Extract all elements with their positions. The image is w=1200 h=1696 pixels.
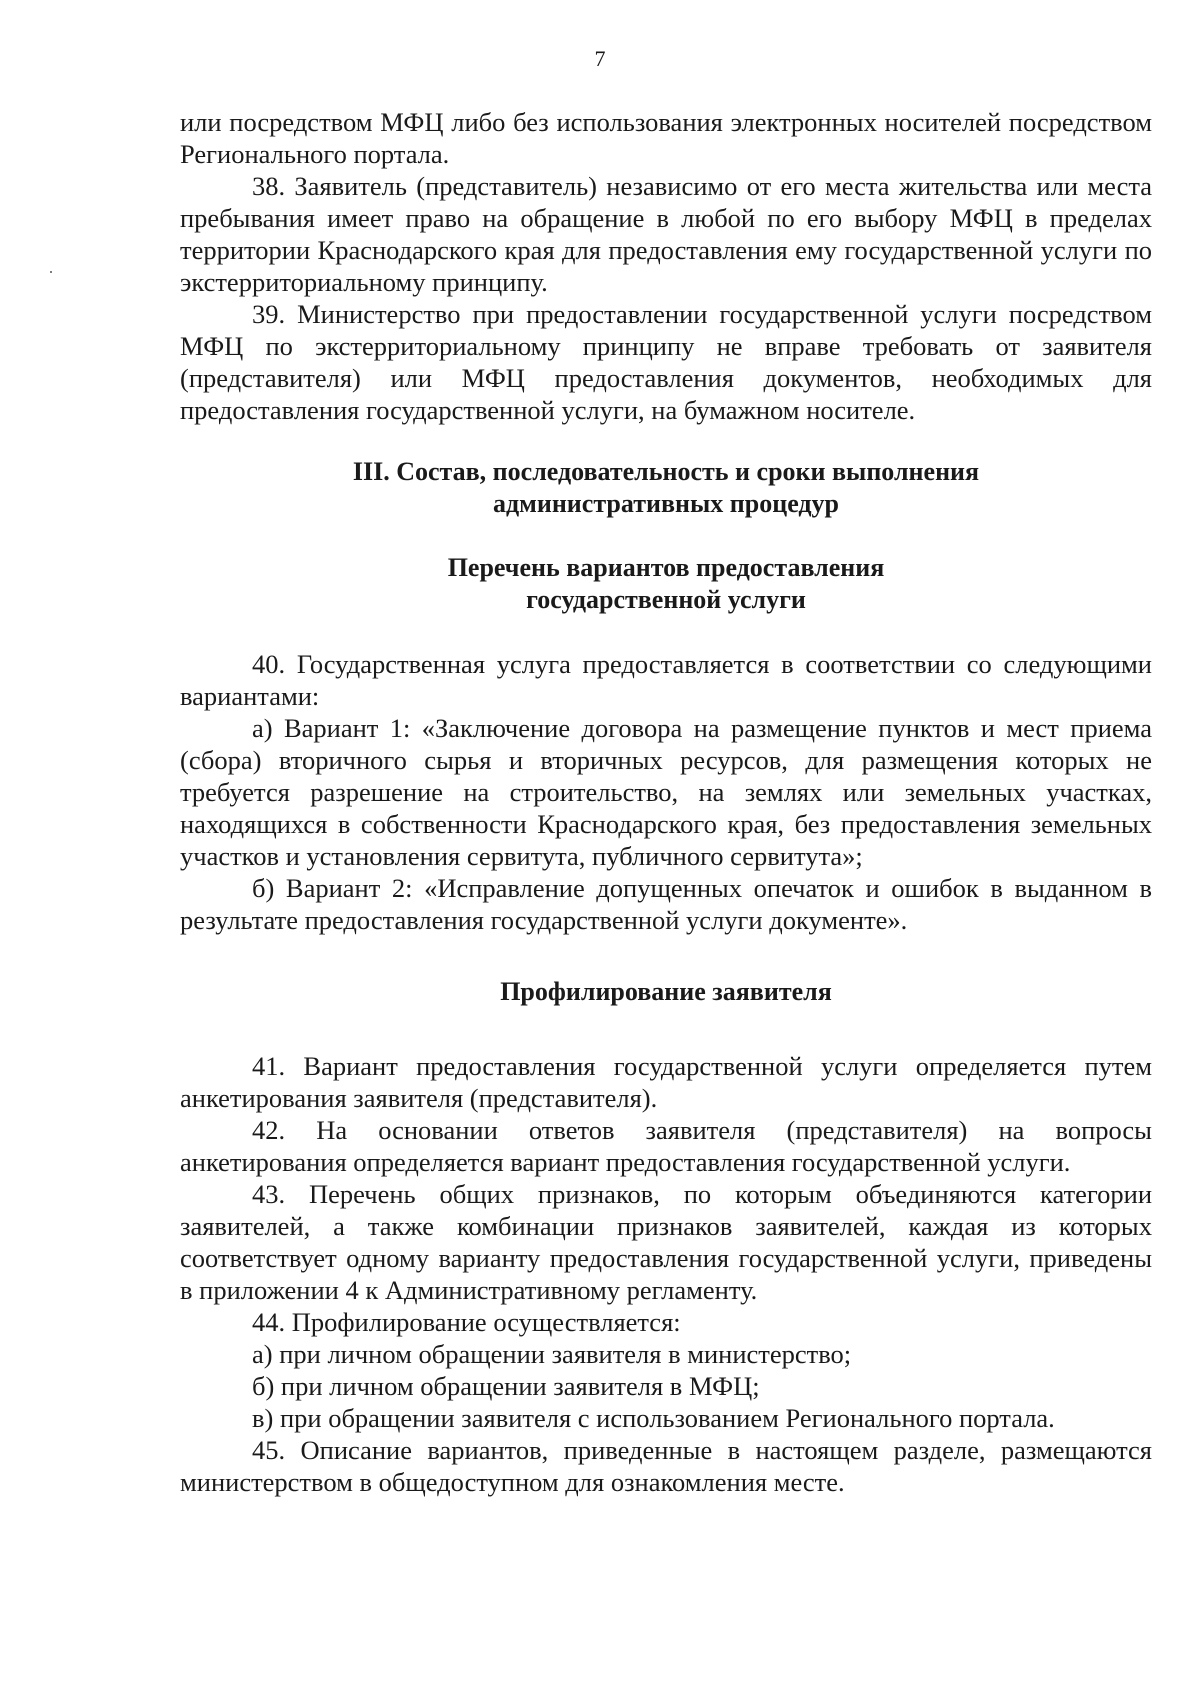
paragraph-44-a: а) при личном обращении заявителя в министерство; [252, 1339, 852, 1369]
scan-speck [50, 271, 52, 273]
paragraph-39: 39. Министерство при предоставлении государственной услуги посредством МФЦ по экстерриториальному принципу не вправе требовать от заявителя (представителя) или МФЦ предоставления документов, необходимых для предоставления государственной услуги, на бумажном носителе. [180, 299, 1152, 425]
paragraph-40: 40. Государственная услуга предоставляется в соответствии со следующими вариантами: [180, 649, 1152, 711]
paragraph-44-c: в) при обращении заявителя с использованием Регионального портала. [252, 1403, 1055, 1433]
paragraph-44: 44. Профилирование осуществляется: [252, 1307, 681, 1337]
section-heading-line-2: административных процедур [492, 489, 840, 518]
page-number: 7 [594, 46, 606, 71]
paragraph-continuation: или посредством МФЦ либо без использования электронных носителей посредством Регионального портала. [180, 107, 1152, 169]
paragraph-40-b: б) Вариант 2: «Исправление допущенных опечаток и ошибок в выданном в результате предоставления государственной услуги документе». [180, 873, 1152, 935]
section-heading [180, 456, 1152, 520]
document-body [180, 106, 1152, 1498]
paragraph-43: 43. Перечень общих признаков, по которым объединяются категории заявителей, а также комбинации признаков заявителей, каждая из которых соответствует одному варианту предоставления государственной услуги, приведены в приложении 4 к Административному регламенту. [180, 1179, 1152, 1305]
section-heading-line-1: III. Состав, последовательность и сроки выполнения [352, 457, 980, 486]
paragraph-44-b: б) при личном обращении заявителя в МФЦ; [252, 1371, 760, 1401]
subheading-profiling: Профилирование заявителя [500, 977, 832, 1006]
paragraph-42: 42. На основании ответов заявителя (представителя) на вопросы анкетирования определяется вариант предоставления государственной услуги. [180, 1115, 1152, 1177]
paragraph-40-a: а) Вариант 1: «Заключение договора на размещение пунктов и мест приема (сбора) вторичного сырья и вторичных ресурсов, для размещения которых не требуется разрешение на строительство, на землях или земельных участках, находящихся в собственности Краснодарского края, без предоставления земельных участков и установления сервитута, публичного сервитута»; [180, 713, 1152, 871]
subheading-variants-line-1: Перечень вариантов предоставления [447, 553, 885, 582]
paragraph-38: 38. Заявитель (представитель) независимо от его места жительства или места пребывания имеет право на обращение в любой по его выбору МФЦ в пределах территории Краснодарского края для предоставления ему государственной услуги по экстерриториальному принципу. [180, 171, 1152, 297]
paragraph-45: 45. Описание вариантов, приведенные в настоящем разделе, размещаются министерством в общедоступном для ознакомления месте. [180, 1435, 1152, 1497]
subheading-variants [180, 552, 1152, 616]
paragraph-41: 41. Вариант предоставления государственной услуги определяется путем анкетирования заявителя (представителя). [180, 1051, 1152, 1113]
subheading-variants-line-2: государственной услуги [526, 585, 806, 614]
